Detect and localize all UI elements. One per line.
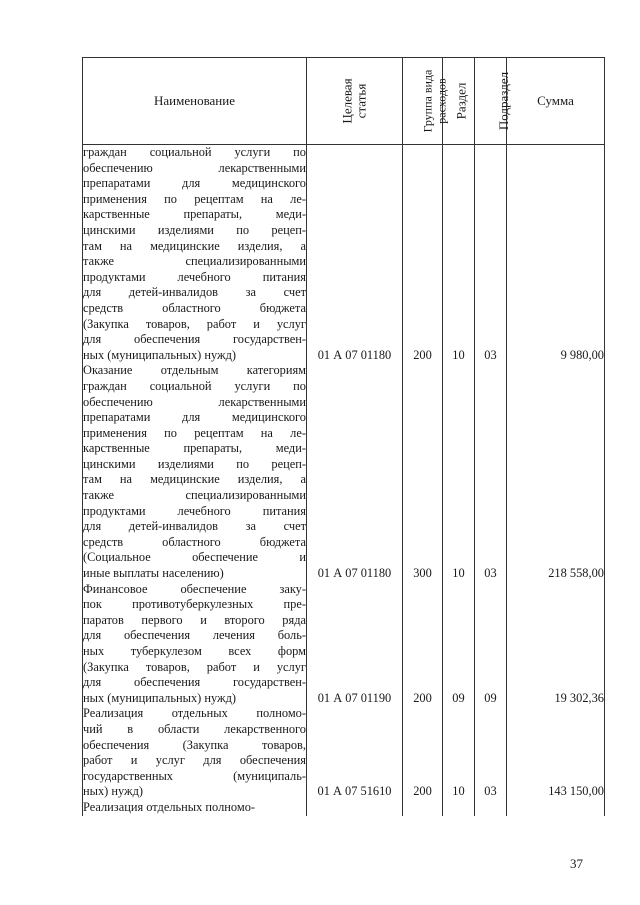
- header-section: Раздел: [443, 58, 475, 145]
- description-line: также специализированными: [83, 488, 306, 503]
- row-description: [83, 145, 307, 364]
- description-line: государственных (муниципаль-: [83, 768, 306, 783]
- row-sum: 9 980,00: [507, 145, 605, 364]
- page-number: 37: [570, 856, 583, 871]
- description-line: для обеспечения государствен-: [83, 675, 306, 690]
- row-description: [83, 363, 307, 581]
- budget-page: [82, 57, 604, 847]
- row-subsection: 09: [475, 582, 507, 707]
- description-line: препаратами для медицинского: [83, 410, 306, 425]
- row-description: [83, 706, 307, 800]
- header-expense-group: Группа вида расходов: [403, 58, 443, 145]
- description-line: для обеспечения лечения боль-: [83, 628, 306, 643]
- description-line: иные выплаты населению): [83, 566, 224, 581]
- description-line: граждан социальной услуги по: [83, 378, 306, 393]
- row-description: [83, 582, 307, 707]
- description-line: ных (муниципальных) нужд): [83, 690, 237, 705]
- description-line: обеспечению лекарственными: [83, 160, 306, 175]
- description-line: Реализация отдельных полномо-: [83, 706, 306, 721]
- row-sum: [507, 800, 605, 816]
- row-description: [83, 800, 307, 816]
- description-line: там на медицинские изделия, а: [83, 472, 306, 487]
- row-expense-group: 200: [403, 706, 443, 800]
- description-line: ных (муниципальных) нужд): [83, 347, 237, 362]
- description-line: обеспечения (Закупка товаров,: [83, 737, 306, 752]
- description-line: пок противотуберкулезных пре-: [83, 597, 306, 612]
- description-line: для детей-инвалидов за счет: [83, 285, 306, 300]
- row-target-article: [307, 800, 403, 816]
- table-header-row: [83, 58, 605, 145]
- row-sum: 218 558,00: [507, 363, 605, 581]
- description-line: (Закупка товаров, работ и услуг: [83, 659, 306, 674]
- row-target-article: 01 А 07 01180: [307, 363, 403, 581]
- description-line: работ и услуг для обеспечения: [83, 753, 306, 768]
- row-subsection: 03: [475, 363, 507, 581]
- description-line: ных) нужд): [83, 784, 144, 799]
- description-line: также специализированными: [83, 254, 306, 269]
- table-row: [83, 145, 605, 364]
- description-line: применения по рецептам на ле-: [83, 191, 306, 206]
- row-section: 09: [443, 582, 475, 707]
- description-line: граждан социальной услуги по: [83, 145, 306, 159]
- row-section: 10: [443, 145, 475, 364]
- row-expense-group: 300: [403, 363, 443, 581]
- table-row: [83, 582, 605, 707]
- header-subsection: Подраздел: [475, 58, 507, 145]
- row-expense-group: [403, 800, 443, 816]
- description-line: обеспечению лекарственными: [83, 394, 306, 409]
- row-target-article: 01 А 07 01190: [307, 582, 403, 707]
- description-line: Оказание отдельным категориям: [83, 363, 306, 378]
- description-line: Финансовое обеспечение заку-: [83, 581, 306, 596]
- row-subsection: 03: [475, 706, 507, 800]
- description-line: там на медицинские изделия, а: [83, 238, 306, 253]
- row-target-article: 01 А 07 01180: [307, 145, 403, 364]
- description-line: применения по рецептам на ле-: [83, 425, 306, 440]
- header-sum: Сумма: [507, 58, 605, 145]
- description-line: продуктами лечебного питания: [83, 269, 306, 284]
- description-line: средств областного бюджета: [83, 300, 306, 315]
- description-line: средств областного бюджета: [83, 534, 306, 549]
- table-row: [83, 363, 605, 581]
- row-expense-group: 200: [403, 145, 443, 364]
- row-target-article: 01 А 07 51610: [307, 706, 403, 800]
- description-line: цинскими изделиями по рецеп-: [83, 456, 306, 471]
- header-name: Наименование: [83, 58, 307, 145]
- description-line: для детей-инвалидов за счет: [83, 519, 306, 534]
- description-line: карственные препараты, меди-: [83, 441, 306, 456]
- row-section: [443, 800, 475, 816]
- header-target-article: Целевая статья: [307, 58, 403, 145]
- row-sum: 19 302,36: [507, 582, 605, 707]
- budget-table: [82, 57, 605, 816]
- row-expense-group: 200: [403, 582, 443, 707]
- row-subsection: 03: [475, 145, 507, 364]
- description-line: (Закупка товаров, работ и услуг: [83, 316, 306, 331]
- description-line: препаратами для медицинского: [83, 176, 306, 191]
- row-sum: 143 150,00: [507, 706, 605, 800]
- row-subsection: [475, 800, 507, 816]
- description-line: Реализация отдельных полномо-: [83, 799, 256, 814]
- row-section: 10: [443, 363, 475, 581]
- table-row: [83, 800, 605, 816]
- description-line: для обеспечения государствен-: [83, 332, 306, 347]
- row-section: 10: [443, 706, 475, 800]
- description-line: продуктами лечебного питания: [83, 503, 306, 518]
- description-line: ных туберкулезом всех форм: [83, 644, 306, 658]
- table-row: [83, 706, 605, 800]
- description-line: цинскими изделиями по рецеп-: [83, 222, 306, 237]
- description-line: (Социальное обеспечение и: [83, 550, 306, 565]
- description-line: карственные препараты, меди-: [83, 207, 306, 222]
- description-line: паратов первого и второго ряда: [83, 612, 306, 627]
- description-line: чий в области лекарственного: [83, 721, 306, 736]
